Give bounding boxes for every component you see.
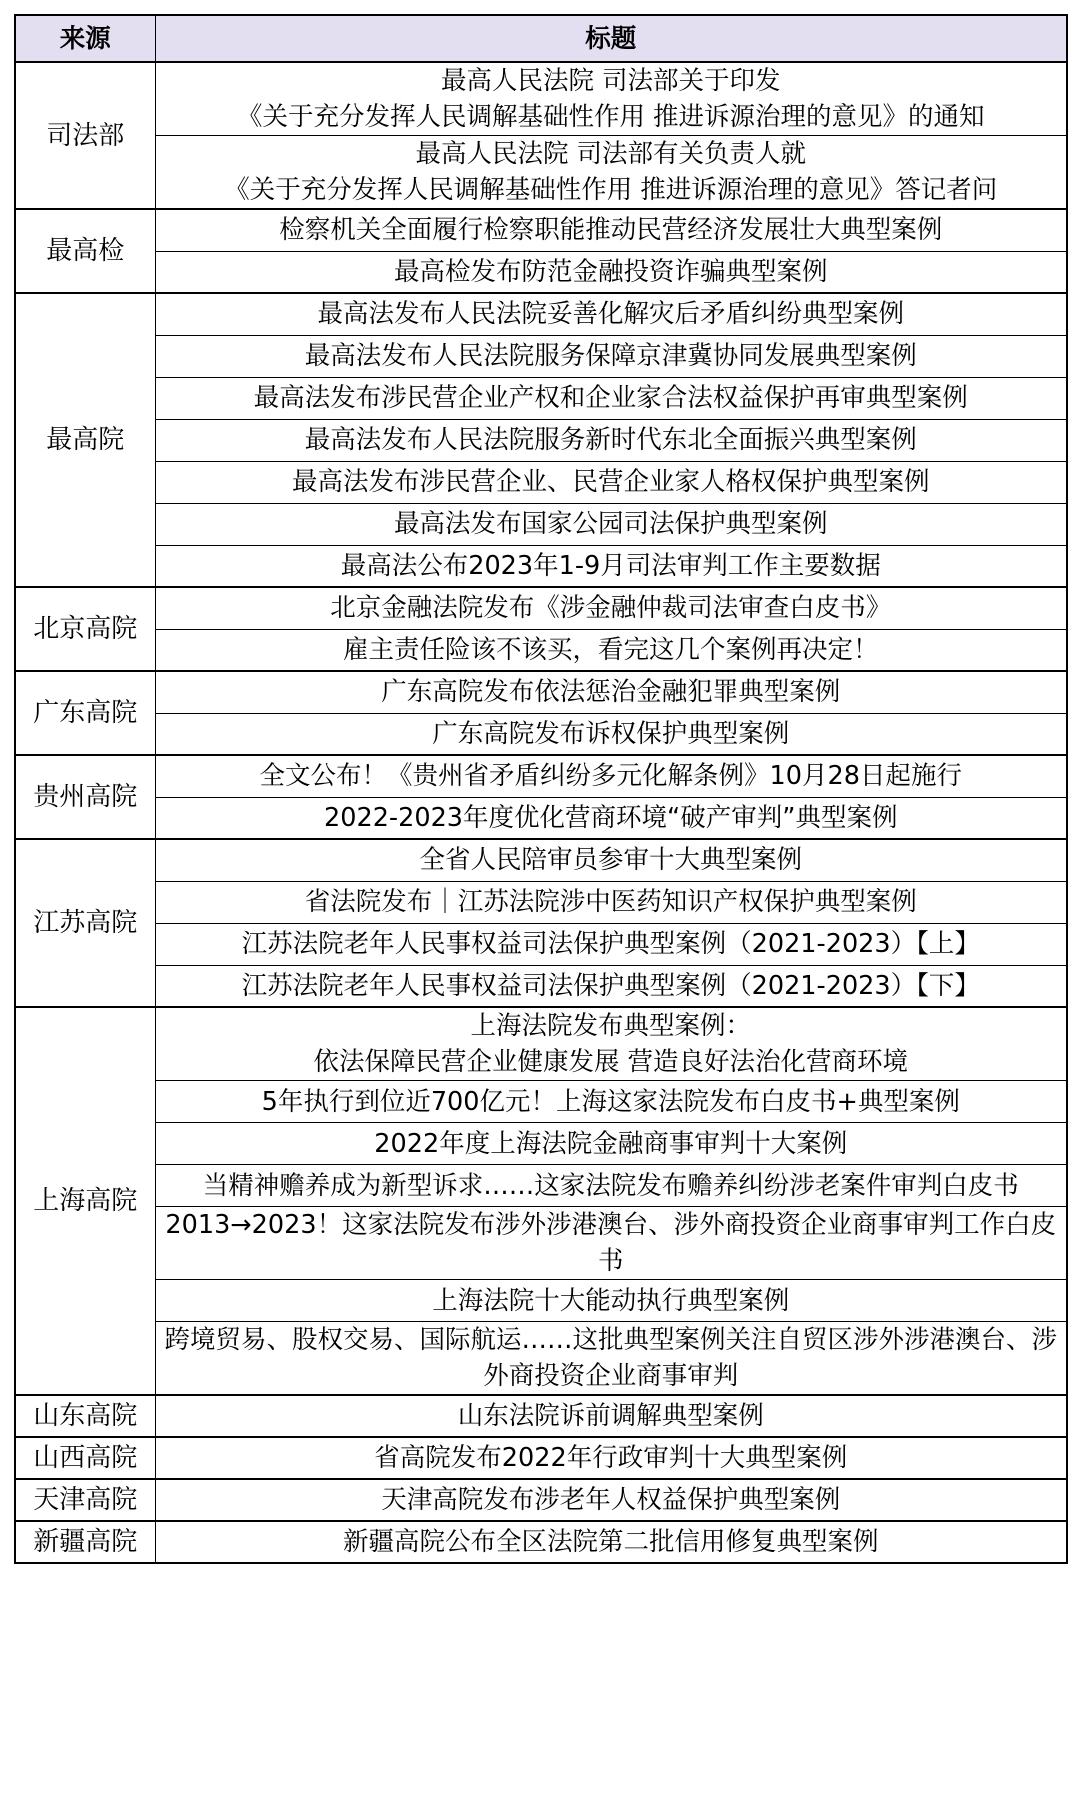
table-row	[15, 1437, 1067, 1479]
title-cell	[155, 923, 1067, 965]
title-cell	[155, 293, 1067, 335]
table-row	[15, 1479, 1067, 1521]
table-row	[15, 881, 1067, 923]
title-cell	[155, 797, 1067, 839]
source-cell: 山东高院	[15, 1395, 155, 1437]
title-line: 全文公布！《贵州省矛盾纠纷多元化解条例》10月28日起施行	[259, 761, 962, 792]
table-row	[15, 1207, 1067, 1280]
table-row	[15, 1081, 1067, 1123]
title-line: 当精神赡养成为新型诉求……这家法院发布赡养纠纷涉老案件审判白皮书	[202, 1170, 1019, 1201]
title-cell	[155, 671, 1067, 713]
title-cell	[155, 965, 1067, 1007]
table-row	[15, 797, 1067, 839]
table-row	[15, 1123, 1067, 1165]
title-cell	[155, 1521, 1067, 1563]
title-cell	[155, 251, 1067, 293]
table-row	[15, 713, 1067, 755]
source-cell: 最高院	[15, 293, 155, 587]
title-line: 江苏法院老年人民事权益司法保护典型案例（2021-2023）【下】	[241, 970, 980, 1001]
title-cell	[155, 419, 1067, 461]
title-cell	[155, 1081, 1067, 1123]
title-line: 最高法公布2023年1-9月司法审判工作主要数据	[340, 550, 881, 581]
title-line: 依法保障民营企业健康发展 营造良好法治化营商环境	[313, 1047, 909, 1077]
title-line: 最高法发布人民法院妥善化解灾后矛盾纠纷典型案例	[317, 299, 904, 330]
title-line: 省高院发布2022年行政审判十大典型案例	[374, 1443, 848, 1473]
source-cell: 广东高院	[15, 671, 155, 755]
table-row	[15, 136, 1067, 210]
title-line: 雇主责任险该不该买，看完这几个案例再决定！	[342, 634, 879, 665]
title-cell	[155, 136, 1067, 210]
title-line: 上海法院发布典型案例：	[470, 1011, 751, 1041]
title-cell	[155, 629, 1067, 671]
title-cell	[155, 503, 1067, 545]
table-row	[15, 503, 1067, 545]
title-cell	[155, 1007, 1067, 1081]
table-row	[15, 839, 1067, 881]
title-cell	[155, 1395, 1067, 1437]
source-cell: 上海高院	[15, 1007, 155, 1395]
title-line: 最高法发布人民法院服务保障京津冀协同发展典型案例	[304, 341, 917, 371]
title-line: 北京金融法院发布《涉金融仲裁司法审查白皮书》	[330, 593, 892, 624]
table-row	[15, 755, 1067, 797]
title-line: 最高人民法院 司法部关于印发	[440, 66, 781, 96]
source-cell: 北京高院	[15, 587, 155, 671]
title-line: 天津高院发布涉老年人权益保护典型案例	[381, 1485, 841, 1515]
source-cell: 天津高院	[15, 1479, 155, 1521]
table-row	[15, 1395, 1067, 1437]
table-header-row	[15, 15, 1067, 62]
table-row	[15, 1521, 1067, 1563]
title-line: 《关于充分发挥人民调解基础性作用 推进诉源治理的意见》答记者问	[224, 175, 998, 205]
table-row	[15, 923, 1067, 965]
title-line: 广东高院发布诉权保护典型案例	[432, 718, 790, 749]
title-line: 5年执行到位近700亿元！上海这家法院发布白皮书+典型案例	[261, 1086, 960, 1117]
table-row	[15, 1165, 1067, 1207]
source-cell: 山西高院	[15, 1437, 155, 1479]
title-line: 2022-2023年度优化营商环境“破产审判”典型案例	[324, 802, 898, 833]
table-row	[15, 1007, 1067, 1081]
title-line: 最高法发布国家公园司法保护典型案例	[393, 509, 828, 539]
title-cell	[155, 1123, 1067, 1165]
title-cell	[155, 1479, 1067, 1521]
source-cell: 新疆高院	[15, 1521, 155, 1563]
title-line: 最高法发布涉民营企业、民营企业家人格权保护典型案例	[291, 467, 930, 497]
title-text: 2013→2023！这家法院发布涉外涉港澳台、涉外商投资企业商事审判工作白皮书	[165, 1210, 1057, 1276]
source-cell: 贵州高院	[15, 755, 155, 839]
source-cell: 最高检	[15, 209, 155, 293]
title-line: 省法院发布｜江苏法院涉中医药知识产权保护典型案例	[304, 887, 917, 917]
title-line: 上海法院十大能动执行典型案例	[432, 1285, 790, 1316]
title-cell	[155, 713, 1067, 755]
title-line: 最高法发布涉民营企业产权和企业家合法权益保护再审典型案例	[253, 383, 968, 413]
table-row	[15, 965, 1067, 1007]
title-line: 2022年度上海法院金融商事审判十大案例	[374, 1128, 848, 1159]
table-row	[15, 1322, 1067, 1396]
title-cell	[155, 755, 1067, 797]
table-body	[15, 62, 1067, 1563]
title-cell	[155, 62, 1067, 136]
table-row	[15, 545, 1067, 587]
table-row	[15, 335, 1067, 377]
title-cell	[155, 461, 1067, 503]
title-cell	[155, 1322, 1067, 1396]
table-row	[15, 629, 1067, 671]
title-line: 广东高院发布依法惩治金融犯罪典型案例	[381, 677, 841, 708]
header-title: 标题	[155, 15, 1067, 62]
title-cell	[155, 1280, 1067, 1322]
table-row	[15, 62, 1067, 136]
title-line: 最高人民法院 司法部有关负责人就	[415, 139, 807, 169]
title-cell	[155, 587, 1067, 629]
title-line: 最高法发布人民法院服务新时代东北全面振兴典型案例	[304, 425, 917, 455]
title-cell	[155, 1165, 1067, 1207]
title-cell	[155, 545, 1067, 587]
title-cell	[155, 335, 1067, 377]
source-cell: 司法部	[15, 62, 155, 209]
title-text: 跨境贸易、股权交易、国际航运……这批典型案例关注自贸区涉外涉港澳台、涉外商投资企业商事审判	[164, 1325, 1057, 1391]
title-cell	[155, 209, 1067, 251]
title-line: 新疆高院公布全区法院第二批信用修复典型案例	[342, 1527, 879, 1557]
table-row	[15, 209, 1067, 251]
title-cell	[155, 1207, 1067, 1280]
title-cell	[155, 1437, 1067, 1479]
table-row	[15, 671, 1067, 713]
title-line: 《关于充分发挥人民调解基础性作用 推进诉源治理的意见》的通知	[236, 102, 985, 132]
title-line: 全省人民陪审员参审十大典型案例	[419, 845, 802, 876]
source-title-table	[14, 14, 1068, 1564]
header-source: 来源	[15, 15, 155, 62]
title-line: 检察机关全面履行检察职能推动民营经济发展壮大典型案例	[279, 215, 943, 246]
table-row	[15, 461, 1067, 503]
table-row	[15, 419, 1067, 461]
table-row	[15, 1280, 1067, 1322]
title-line: 山东法院诉前调解典型案例	[457, 1401, 764, 1431]
title-line: 江苏法院老年人民事权益司法保护典型案例（2021-2023）【上】	[241, 929, 980, 959]
table-row	[15, 251, 1067, 293]
table-row	[15, 293, 1067, 335]
source-cell: 江苏高院	[15, 839, 155, 1007]
table-row	[15, 377, 1067, 419]
title-line: 最高检发布防范金融投资诈骗典型案例	[393, 256, 828, 287]
table-row	[15, 587, 1067, 629]
title-cell	[155, 839, 1067, 881]
title-cell	[155, 881, 1067, 923]
title-cell	[155, 377, 1067, 419]
